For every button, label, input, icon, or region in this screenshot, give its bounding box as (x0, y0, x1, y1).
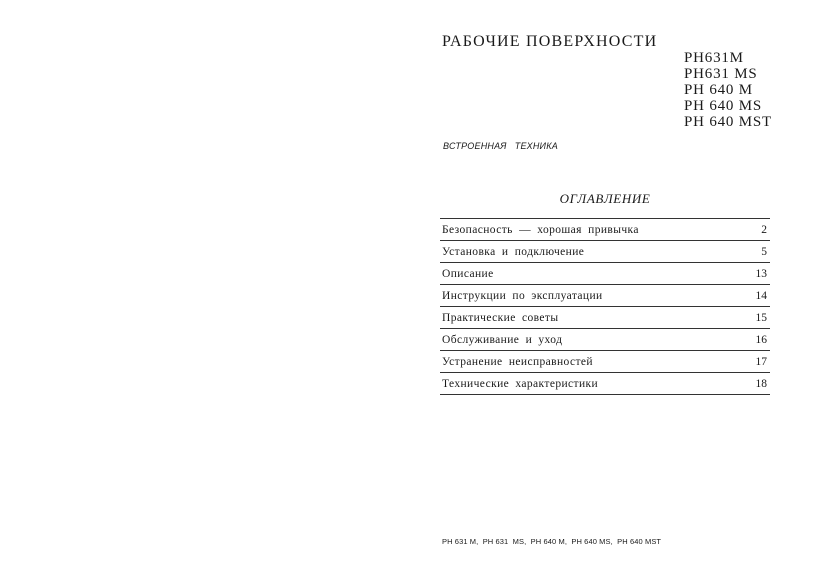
document-title: РАБОЧИЕ ПОВЕРХНОСТИ (442, 33, 658, 50)
table-of-contents (440, 218, 770, 395)
model-name: PH631M (684, 50, 744, 66)
model-name: PH 640 MST (684, 114, 773, 130)
toc-row (440, 241, 770, 263)
toc-label: Практические советы (442, 311, 559, 324)
toc-row (440, 285, 770, 307)
toc-page-number: 15 (755, 311, 767, 324)
toc-label: Устранение неисправностей (442, 355, 593, 368)
toc-label: Инструкции по эксплуатации (442, 289, 603, 302)
toc-row (440, 307, 770, 329)
toc-row (440, 263, 770, 285)
document-subtitle: ВСТРОЕННАЯ ТЕХНИКА (443, 141, 558, 151)
toc-row (440, 351, 770, 373)
toc-page-number: 16 (755, 333, 767, 346)
toc-label: Описание (442, 267, 494, 280)
toc-label: Установка и подключение (442, 245, 585, 258)
toc-label: Технические характеристики (442, 377, 599, 390)
toc-page-number: 18 (755, 377, 767, 390)
model-list (684, 50, 772, 130)
toc-row (440, 373, 770, 395)
toc-label: Обслуживание и уход (442, 333, 563, 346)
toc-page-number: 17 (755, 355, 767, 368)
model-name: PH 640 MS (684, 98, 763, 114)
model-name: PH631 MS (684, 66, 758, 82)
toc-heading: ОГЛАВЛЕНИЕ (559, 191, 651, 206)
toc-page-number: 5 (761, 245, 767, 258)
toc-row (440, 219, 770, 241)
model-name: PH 640 M (684, 82, 753, 98)
footer-model-list: PH 631 M, PH 631 MS, PH 640 M, PH 640 MS, PH 640 MST (442, 537, 662, 546)
toc-page-number: 2 (761, 223, 767, 236)
toc-page-number: 14 (755, 289, 767, 302)
toc-page-number: 13 (755, 267, 767, 280)
toc-label: Безопасность — хорошая привычка (442, 223, 639, 236)
toc-row (440, 329, 770, 351)
